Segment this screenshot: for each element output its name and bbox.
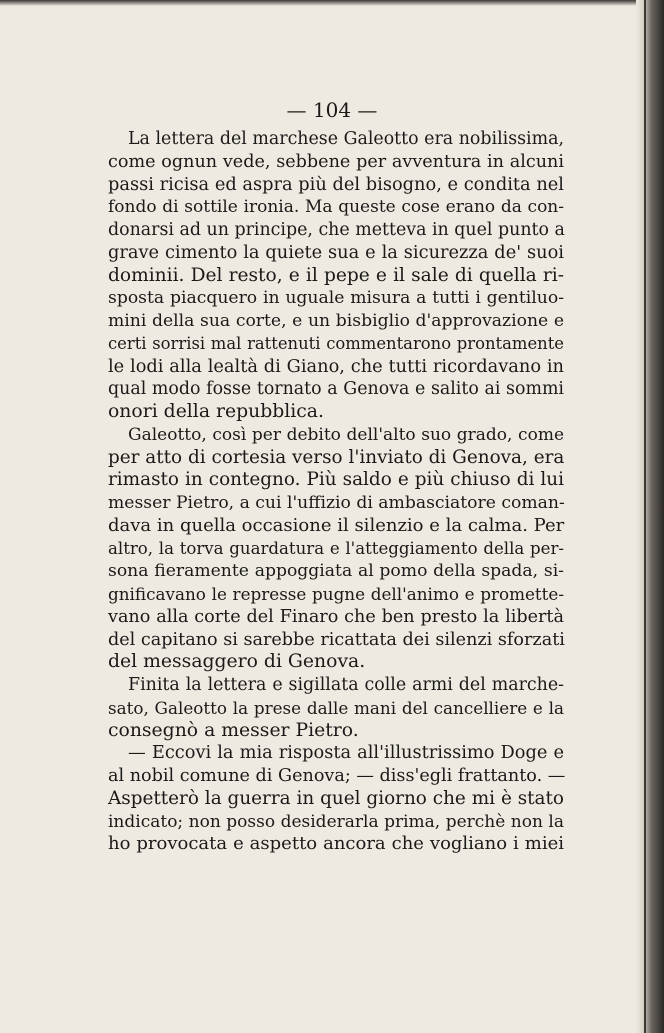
text-line: Aspetterò la guerra in quel giorno che mi è stato [108,787,564,809]
text-line: Finita la lettera e sigillata colle armi del marche- [128,675,564,695]
text-line: vano alla corte del Finaro che ben presto la libertà [108,606,564,627]
text-line: le lodi alla lealtà di Giano, che tutti ricordavano in [108,355,564,377]
text-line: sato, Galeotto la prese dalle mani del cancelliere e la [108,697,564,718]
text-line: del messaggero di Genova. [108,651,366,673]
text-line: dava in quella occasione il silenzio e la calma. Per [108,514,565,536]
text-line: rimasto in contegno. Più saldo e più chiuso di lui [108,469,564,491]
page-number: — 104 — [286,98,378,122]
text-line: sposta piacquero in uguale misura a tutti i gentiluo- [108,288,564,309]
text-line: consegnò a messer Pietro. [108,719,359,741]
text-line: Galeotto, così per debito dell'alto suo grado, come [128,424,564,445]
text-line: per atto di cortesia verso l'inviato di Genova, era [108,446,565,468]
text-line: La lettera del marchese Galeotto era nobilissima, [128,129,564,149]
page-top-shadow [0,0,664,6]
text-line: dominii. Del resto, e il pepe e il sale di quella ri- [108,264,564,286]
text-line: fondo di sottile ironia. Ma queste cose erano da con- [108,197,564,218]
text-line: sona fieramente appoggiata al pomo della spada, si- [108,561,564,582]
text-line: mini della sua corte, e un bisbiglio d'approvazione e [108,311,564,331]
text-line: certi sorrisi mal rattenuti commentarono prontamente [108,333,564,353]
text-line: come ognun vede, sebbene per avventura in alcuni [108,151,564,172]
text-line: al nobil comune di Genova; — diss'egli frattanto. — [108,766,566,786]
body-text [108,128,564,856]
text-line: qual modo fosse tornato a Genova e salito ai sommi [108,379,564,400]
text-line: passi ricisa ed aspra più del bisogno, e condita nel [108,173,564,195]
text-line: donarsi ad un principe, che metteva in quel punto a [108,220,565,240]
text-line: onori della repubblica. [108,401,324,422]
text-line: grave cimento la quiete sua e la sicurezza de' suoi [108,241,564,263]
text-line: altro, la torva guardatura e l'atteggiamento della per- [108,538,564,558]
text-line: — Eccovi la mia risposta all'illustrissimo Doge e [128,742,564,764]
text-line: indicato; non posso desiderarla prima, perchè non la [108,811,564,832]
text-line: del capitano si sarebbe ricattata dei silenzi sforzati [108,629,565,650]
page-gutter-edge [636,0,664,1033]
text-line: gnificavano le represse pugne dell'animo e promette- [108,584,564,604]
text-line: ho provocata e aspetto ancora che vogliano i miei [108,833,564,855]
text-line: messer Pietro, a cui l'uffizio di ambasciatore coman- [108,493,565,513]
